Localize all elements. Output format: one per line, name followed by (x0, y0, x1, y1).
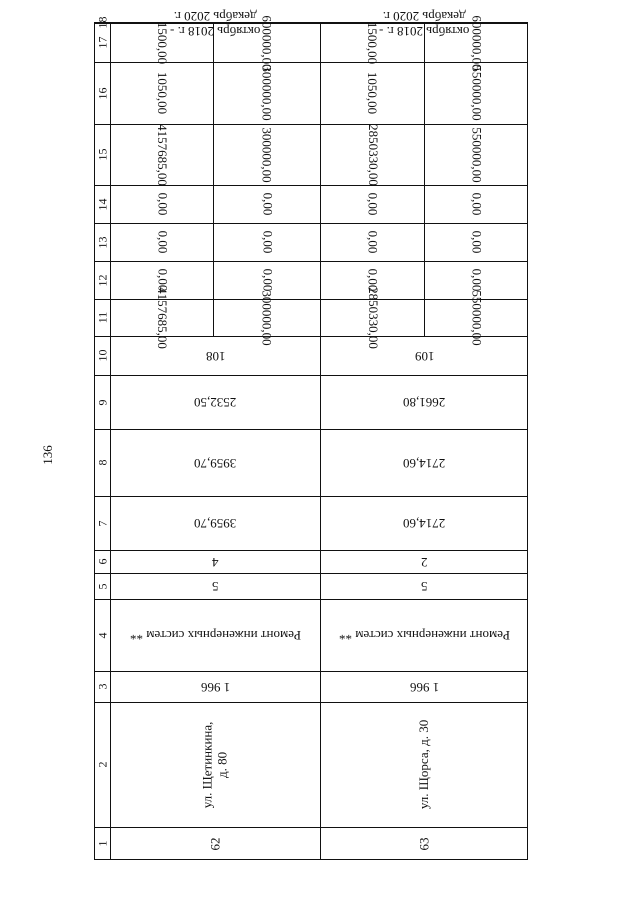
row-62-col-12-a (111, 261, 213, 299)
row-62-col-16-a (111, 62, 213, 124)
column-number-12 (95, 261, 110, 299)
column-number-6 (95, 550, 110, 573)
column-number-5-text: 5 (95, 583, 109, 589)
row-63-col-15-b (425, 124, 528, 185)
row-62-col-13-b (214, 223, 320, 261)
row-63-col-14-a (321, 185, 424, 223)
column-number-2-text: 2 (95, 761, 109, 768)
column-number-14 (95, 185, 110, 223)
row-62-col-16-b-text: 300000,00 (260, 65, 275, 121)
text-line: ул. Щетинкина, (199, 721, 215, 808)
column-number-9 (95, 375, 110, 429)
row-63-col-12-a (321, 261, 424, 299)
column-number-11-text: 11 (95, 311, 109, 324)
row-63-col-12-b (425, 261, 528, 299)
row-63-col-3-text: 1 966 (409, 679, 440, 695)
row-63-col-3 (321, 671, 528, 702)
row-63-col-15-b-text: 550000,00 (469, 126, 485, 183)
row-62-col-3 (111, 671, 320, 702)
row-63-col-16-a-text: 1050,00 (365, 71, 381, 115)
row-62-col-1 (111, 827, 320, 860)
row-62-col-13-a-text: 0,00 (155, 230, 170, 254)
column-number-13 (95, 223, 110, 261)
row-62-col-4-text: Ремонт инженерных систем ** (129, 628, 302, 643)
row-63-col-10-text: 109 (414, 348, 435, 364)
column-number-4-text: 4 (95, 632, 109, 638)
column-number-3 (95, 671, 110, 702)
row-63-col-6-text: 2 (421, 554, 428, 570)
row-62-col-12-a-text: 0,00 (155, 268, 170, 292)
row-63-col-1-text: 63 (416, 837, 432, 850)
row-62-col-15-b (214, 124, 320, 185)
column-number-4 (95, 599, 110, 671)
column-number-2 (95, 702, 110, 827)
column-number-5 (95, 573, 110, 599)
row-62-col-2 (111, 702, 320, 827)
row-63-col-7 (321, 496, 528, 550)
row-62-col-13-a (111, 223, 213, 261)
row-62-col-2-text (201, 721, 231, 808)
text-line: октябрь 2018 г. - (170, 23, 261, 39)
row-62-col-11-b-text: 300000,00 (260, 289, 275, 346)
row-62-col-9 (111, 375, 320, 429)
row-63-col-13-a-text: 0,00 (365, 230, 381, 254)
row-63-col-8-text: 2714,60 (403, 455, 446, 471)
column-number-11 (95, 299, 110, 336)
row-63-col-13-b (425, 223, 528, 261)
row-63-col-4 (321, 599, 528, 671)
row-62-col-8-text: 3959,70 (194, 455, 237, 471)
rotated-data-table (94, 8, 528, 860)
row-63-col-2-text (417, 720, 432, 809)
row-63-col-10 (321, 336, 528, 375)
text-line: октябрь 2018 г. - (379, 23, 470, 39)
row-62-col-4 (111, 599, 320, 671)
column-number-9-text: 9 (95, 399, 109, 405)
row-62-col-10-text: 108 (205, 348, 226, 364)
column-number-7-text: 7 (95, 520, 109, 526)
column-number-7 (95, 496, 110, 550)
row-63-col-11-a (321, 286, 424, 349)
column-number-1 (95, 827, 110, 860)
row-63-col-11-b-text: 550000,00 (469, 289, 485, 346)
row-62-col-3-text: 1 966 (200, 679, 231, 695)
row-62-col-16-b (214, 62, 320, 124)
column-number-12-text: 12 (95, 274, 109, 286)
row-63-col-2 (321, 702, 528, 827)
row-62-col-12-b (214, 261, 320, 299)
row-62-col-14-a-text: 0,00 (155, 192, 170, 216)
row-62-col-6-text: 4 (212, 554, 219, 570)
row-63-col-13-b-text: 0,00 (469, 230, 485, 254)
row-63-col-12-b-text: 0,00 (469, 268, 485, 292)
row-62-col-7-text: 3959,70 (194, 516, 237, 531)
row-63-col-5-text: 5 (421, 579, 428, 594)
row-63-col-18 (321, 8, 528, 39)
row-62-col-11-a (111, 286, 213, 349)
row-63-col-13-a (321, 223, 424, 261)
row-63-col-11-a-text: 2850330,00 (365, 286, 381, 349)
text-line: д. 80 (214, 751, 230, 778)
row-62-col-14-a (111, 185, 213, 223)
row-62-col-17-b-text: 600000,00 (260, 14, 275, 71)
row-63-col-15-a-text: 2850330,00 (365, 123, 381, 186)
row-63-col-16-b-text: 550000,00 (469, 65, 485, 121)
column-number-8 (95, 429, 110, 496)
row-63-col-9-text: 2661,80 (403, 395, 446, 410)
row-63-col-6 (321, 550, 528, 573)
row-62-col-7 (111, 496, 320, 550)
row-62-col-14-b (214, 185, 320, 223)
row-63-col-8 (321, 429, 528, 496)
row-63-col-9 (321, 375, 528, 429)
column-number-18-text: 18 (95, 16, 109, 29)
column-number-3-text: 3 (95, 683, 109, 690)
column-number-15-text: 15 (95, 148, 109, 161)
row-62-col-18 (111, 8, 320, 39)
row-62-col-6 (111, 550, 320, 573)
row-63-col-18-text (379, 8, 469, 38)
row-63-col-4-text: Ремонт инженерных систем ** (338, 628, 511, 643)
row-62-col-12-b-text: 0,00 (260, 268, 275, 292)
column-number-17 (95, 23, 110, 62)
row-62-col-17-a-text: 1500,00 (155, 21, 170, 64)
column-number-15 (95, 124, 110, 185)
row-62-col-15-b-text: 300000,00 (260, 126, 275, 183)
row-62-col-18-text (170, 8, 260, 38)
row-63-col-16-b (425, 62, 528, 124)
column-number-18 (95, 16, 110, 29)
row-63-col-1 (321, 827, 528, 860)
row-63-col-14-b (425, 185, 528, 223)
column-number-13-text: 13 (95, 236, 109, 248)
row-63-col-14-b-text: 0,00 (469, 192, 485, 216)
row-62-col-1-text: 62 (207, 837, 223, 850)
row-62-col-8 (111, 429, 320, 496)
page-number: 136 (40, 445, 55, 465)
row-63-col-5 (321, 573, 528, 599)
row-62-col-11-b (214, 289, 320, 346)
row-62-col-14-b-text: 0,00 (260, 192, 275, 216)
column-number-6-text: 6 (95, 558, 109, 565)
row-62-col-15-a (111, 124, 213, 185)
row-63-col-17-b-text: 600000,00 (469, 14, 485, 71)
column-number-10 (95, 336, 110, 375)
text-line: декабрь 2020 г. (174, 8, 257, 24)
row-62-col-9-text: 2532,50 (194, 395, 237, 410)
row-62-col-5-text: 5 (212, 579, 219, 594)
row-62-col-11-a-text: 4157685,00 (155, 286, 170, 349)
row-62-col-5 (111, 573, 320, 599)
row-63-col-14-a-text: 0,00 (365, 192, 381, 216)
row-63-col-11-b (425, 289, 528, 346)
column-number-16 (95, 62, 110, 124)
row-63-col-16-a (321, 62, 424, 124)
column-number-1-text: 1 (95, 840, 109, 847)
row-62-col-15-a-text: 4157685,00 (155, 123, 170, 186)
column-number-17-text: 17 (95, 36, 109, 49)
row-63-col-7-text: 2714,60 (403, 516, 446, 531)
column-number-10-text: 10 (95, 349, 109, 362)
row-62-col-13-b-text: 0,00 (260, 230, 275, 254)
column-number-14-text: 14 (95, 198, 109, 210)
row-62-col-16-a-text: 1050,00 (155, 71, 170, 115)
text-line: ул. Щорса, д. 30 (416, 719, 432, 810)
row-62-col-10 (111, 336, 320, 375)
row-63-col-15-a (321, 124, 424, 185)
column-number-16-text: 16 (95, 87, 109, 99)
text-line: декабрь 2020 г. (383, 8, 466, 24)
column-number-8-text: 8 (95, 459, 109, 466)
row-63-col-12-a-text: 0,00 (365, 268, 381, 292)
row-63-col-17-a-text: 1500,00 (365, 21, 381, 64)
